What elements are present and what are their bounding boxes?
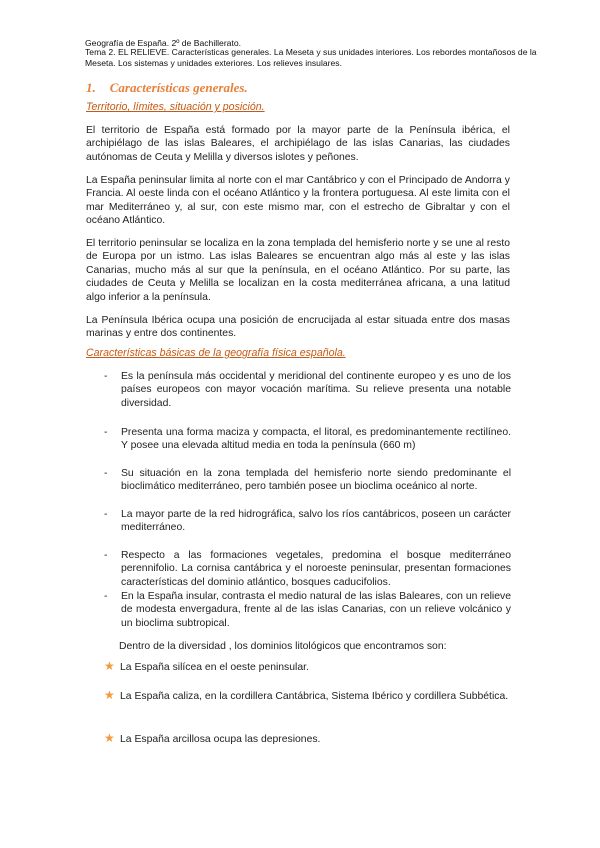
header-topic: Tema 2. EL RELIEVE. Características generales. La Meseta y sus unidades interiores. Los rebordes montañosos de la Meseta. Los sistemas y unidades exteriores. Los relieves insulares. xyxy=(85,47,537,68)
subsection-title-physical: Características básicas de la geografía física española. xyxy=(86,347,346,359)
bullet-dash: - xyxy=(104,371,108,382)
section-number: 1. xyxy=(86,80,96,95)
bullet-text: Respecto a las formaciones vegetales, predomina el bosque mediterráneo perennifolio. La cornisa cantábrica y el noroeste peninsular, presentan formaciones características del dominio atlántico, bosques caducifolios. xyxy=(121,550,511,588)
bullet-text: Es la península más occidental y meridional del continente europeo y es uno de los países europeos con mayor vocación marítima. Su relieve presenta una notable diversidad. xyxy=(121,371,511,409)
bullet-dash: - xyxy=(104,591,108,602)
star-text: La España silícea en el oeste peninsular. xyxy=(120,662,309,673)
paragraph: La Península Ibérica ocupa una posición de encrucijada al estar situada entre dos masas marinas y entre dos continentes. xyxy=(86,315,510,340)
bullet-dash: - xyxy=(104,427,108,438)
domains-intro: Dentro de la diversidad , los dominios litológicos que encontramos son: xyxy=(119,641,447,652)
paragraph: La España peninsular limita al norte con el mar Cantábrico y con el Principado de Andorra y Francia. Al oeste linda con el océano Atlántico y la frontera portuguesa. Al este limita con el mar Mediterráneo y, al sur, con este mismo mar, con el estrecho de Gibraltar y con el océano Atlántico. xyxy=(86,175,510,227)
paragraph: El territorio peninsular se localiza en la zona templada del hemisferio norte y se une al resto de Europa por un istmo. Las islas Baleares se encuentran algo más al este y las islas Canarias, mucho más al sur que la península, en el océano Atlántico. Por su parte, las ciudades de Ceuta y Melilla se localizan en la costa mediterránea africana, a una latitud algo inferior a la península. xyxy=(86,238,510,303)
section-heading xyxy=(86,80,248,96)
paragraph: El territorio de España está formado por la mayor parte de la Península ibérica, el archipiélago de las islas Baleares, el archipiélago de las islas Canarias, las ciudades autónomas de Ceuta y Melilla y diversos islotes y peñones. xyxy=(86,125,510,163)
star-text: La España caliza, en la cordillera Cantábrica, Sistema Ibérico y cordillera Subbética. xyxy=(120,691,509,702)
bullet-dash: - xyxy=(104,509,108,520)
star-text: La España arcillosa ocupa las depresiones. xyxy=(120,734,321,745)
header-course: Geografía de España. 2º de Bachillerato. xyxy=(85,38,242,48)
bullet-text: Su situación en la zona templada del hemisferio norte siendo predominante el bioclimático mediterráneo, pero también posee un bioclima oceánico al norte. xyxy=(121,468,511,493)
star-icon: ★ xyxy=(104,659,115,673)
bullet-text: La mayor parte de la red hidrográfica, salvo los ríos cantábricos, poseen un carácter mediterráneo. xyxy=(121,509,511,534)
bullet-text: En la España insular, contrasta el medio natural de las islas Baleares, con un relieve de modesta envergadura, frente al de las islas Canarias, con un relieve volcánico y un bioclima subtropical. xyxy=(121,591,511,629)
star-icon: ★ xyxy=(104,688,115,702)
star-icon: ★ xyxy=(104,731,115,745)
subsection-title-territory: Territorio, límites, situación y posición. xyxy=(86,101,265,113)
bullet-text: Presenta una forma maciza y compacta, el litoral, es predominantemente rectilíneo. Y posee una elevada altitud media en toda la península (660 m) xyxy=(121,427,511,452)
bullet-dash: - xyxy=(104,550,108,561)
bullet-dash: - xyxy=(104,468,108,479)
section-title: Características generales. xyxy=(109,80,248,95)
